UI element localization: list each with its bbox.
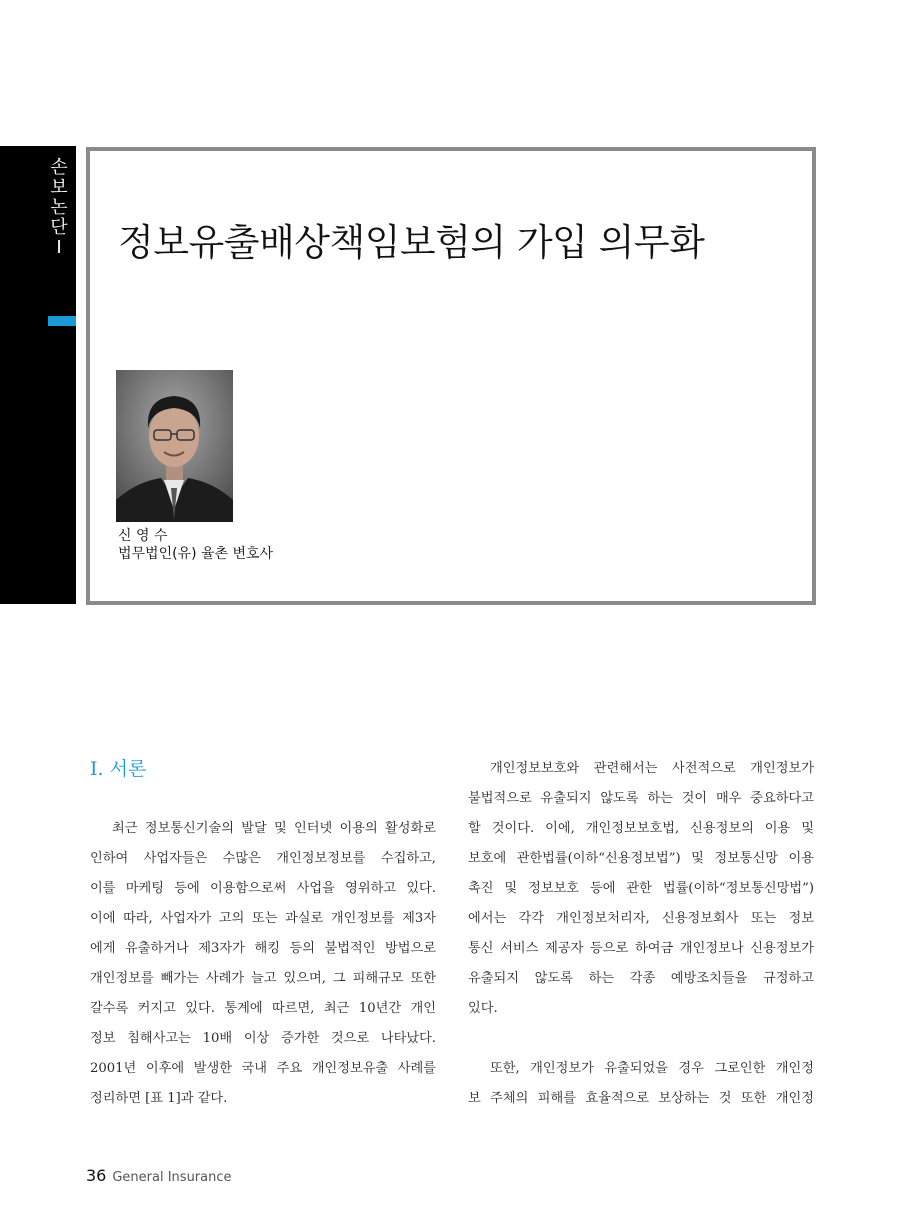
body-line: 갈수록 커지고 있다. 통계에 따르면, 최근 10년간 개인 — [90, 1001, 436, 1016]
section-tab-label: 손 보 논 단 I — [50, 157, 68, 258]
body-line: 보호에 관한법률(이하“신용정보법”) 및 정보통신망 이용 — [468, 851, 814, 866]
author-portrait-image — [116, 370, 233, 522]
body-line: 2001년 이후에 발생한 국내 주요 개인정보유출 사례를 — [90, 1061, 436, 1076]
body-line: 최근 정보통신기술의 발달 및 인터넷 이용의 활성화로 — [112, 821, 436, 836]
right-column — [468, 754, 814, 1114]
body-line: 에게 유출하거나 제3자가 해킹 등의 불법적인 방법으로 — [90, 941, 436, 956]
section-heading: Ⅰ. 서론 — [90, 758, 147, 780]
body-line: 또한, 개인정보가 유출되었을 경우 그로인한 개인정 — [490, 1061, 814, 1076]
author-affiliation: 법무법인(유) 율촌 변호사 — [118, 546, 274, 562]
body-line: 통신 서비스 제공자 등으로 하여금 개인정보나 신용정보가 — [468, 941, 814, 956]
left-column — [90, 814, 436, 1114]
body-line: 할 것이다. 이에, 개인정보보호법, 신용정보의 이용 및 — [468, 821, 814, 836]
body-line: 개인정보보호와 관련해서는 사전적으로 개인정보가 — [490, 761, 814, 776]
body-line: 이에 따라, 사업자가 고의 또는 과실로 개인정보를 제3자 — [90, 911, 436, 926]
body-line: 보 주체의 피해를 효율적으로 보상하는 것 또한 개인정 — [468, 1091, 814, 1106]
body-line: 에서는 각각 개인정보처리자, 신용정보회사 또는 정보 — [468, 911, 814, 926]
page-number: 36 — [86, 1166, 107, 1185]
page-footer — [86, 1166, 232, 1185]
article-title: 정보유출배상책임보험의 가입 의무화 — [118, 221, 705, 264]
body-line: 있다. — [468, 1001, 498, 1016]
section-tab-accent — [48, 316, 76, 326]
body-line: 정리하면 [표 1]과 같다. — [90, 1091, 228, 1106]
author-name: 신 영 수 — [118, 528, 168, 544]
body-line: 유출되지 않도록 하는 각종 예방조치들을 규정하고 — [468, 971, 814, 986]
body-line: 정보 침해사고는 10배 이상 증가한 것으로 나타났다. — [90, 1031, 436, 1046]
publication-name: General Insurance — [112, 1170, 232, 1185]
body-line: 인하여 사업자들은 수많은 개인정보정보를 수집하고, — [90, 851, 436, 866]
body-line: 이를 마케팅 등에 이용함으로써 사업을 영위하고 있다. — [90, 881, 436, 896]
body-line: 촉진 및 정보보호 등에 관한 법률(이하“정보통신망법”) — [468, 881, 814, 896]
author-photo — [116, 370, 233, 522]
body-line: 불법적으로 유출되지 않도록 하는 것이 매우 중요하다고 — [468, 791, 814, 806]
paragraph-gap — [468, 1024, 814, 1054]
body-line: 개인정보를 빼가는 사례가 늘고 있으며, 그 피해규모 또한 — [90, 971, 436, 986]
